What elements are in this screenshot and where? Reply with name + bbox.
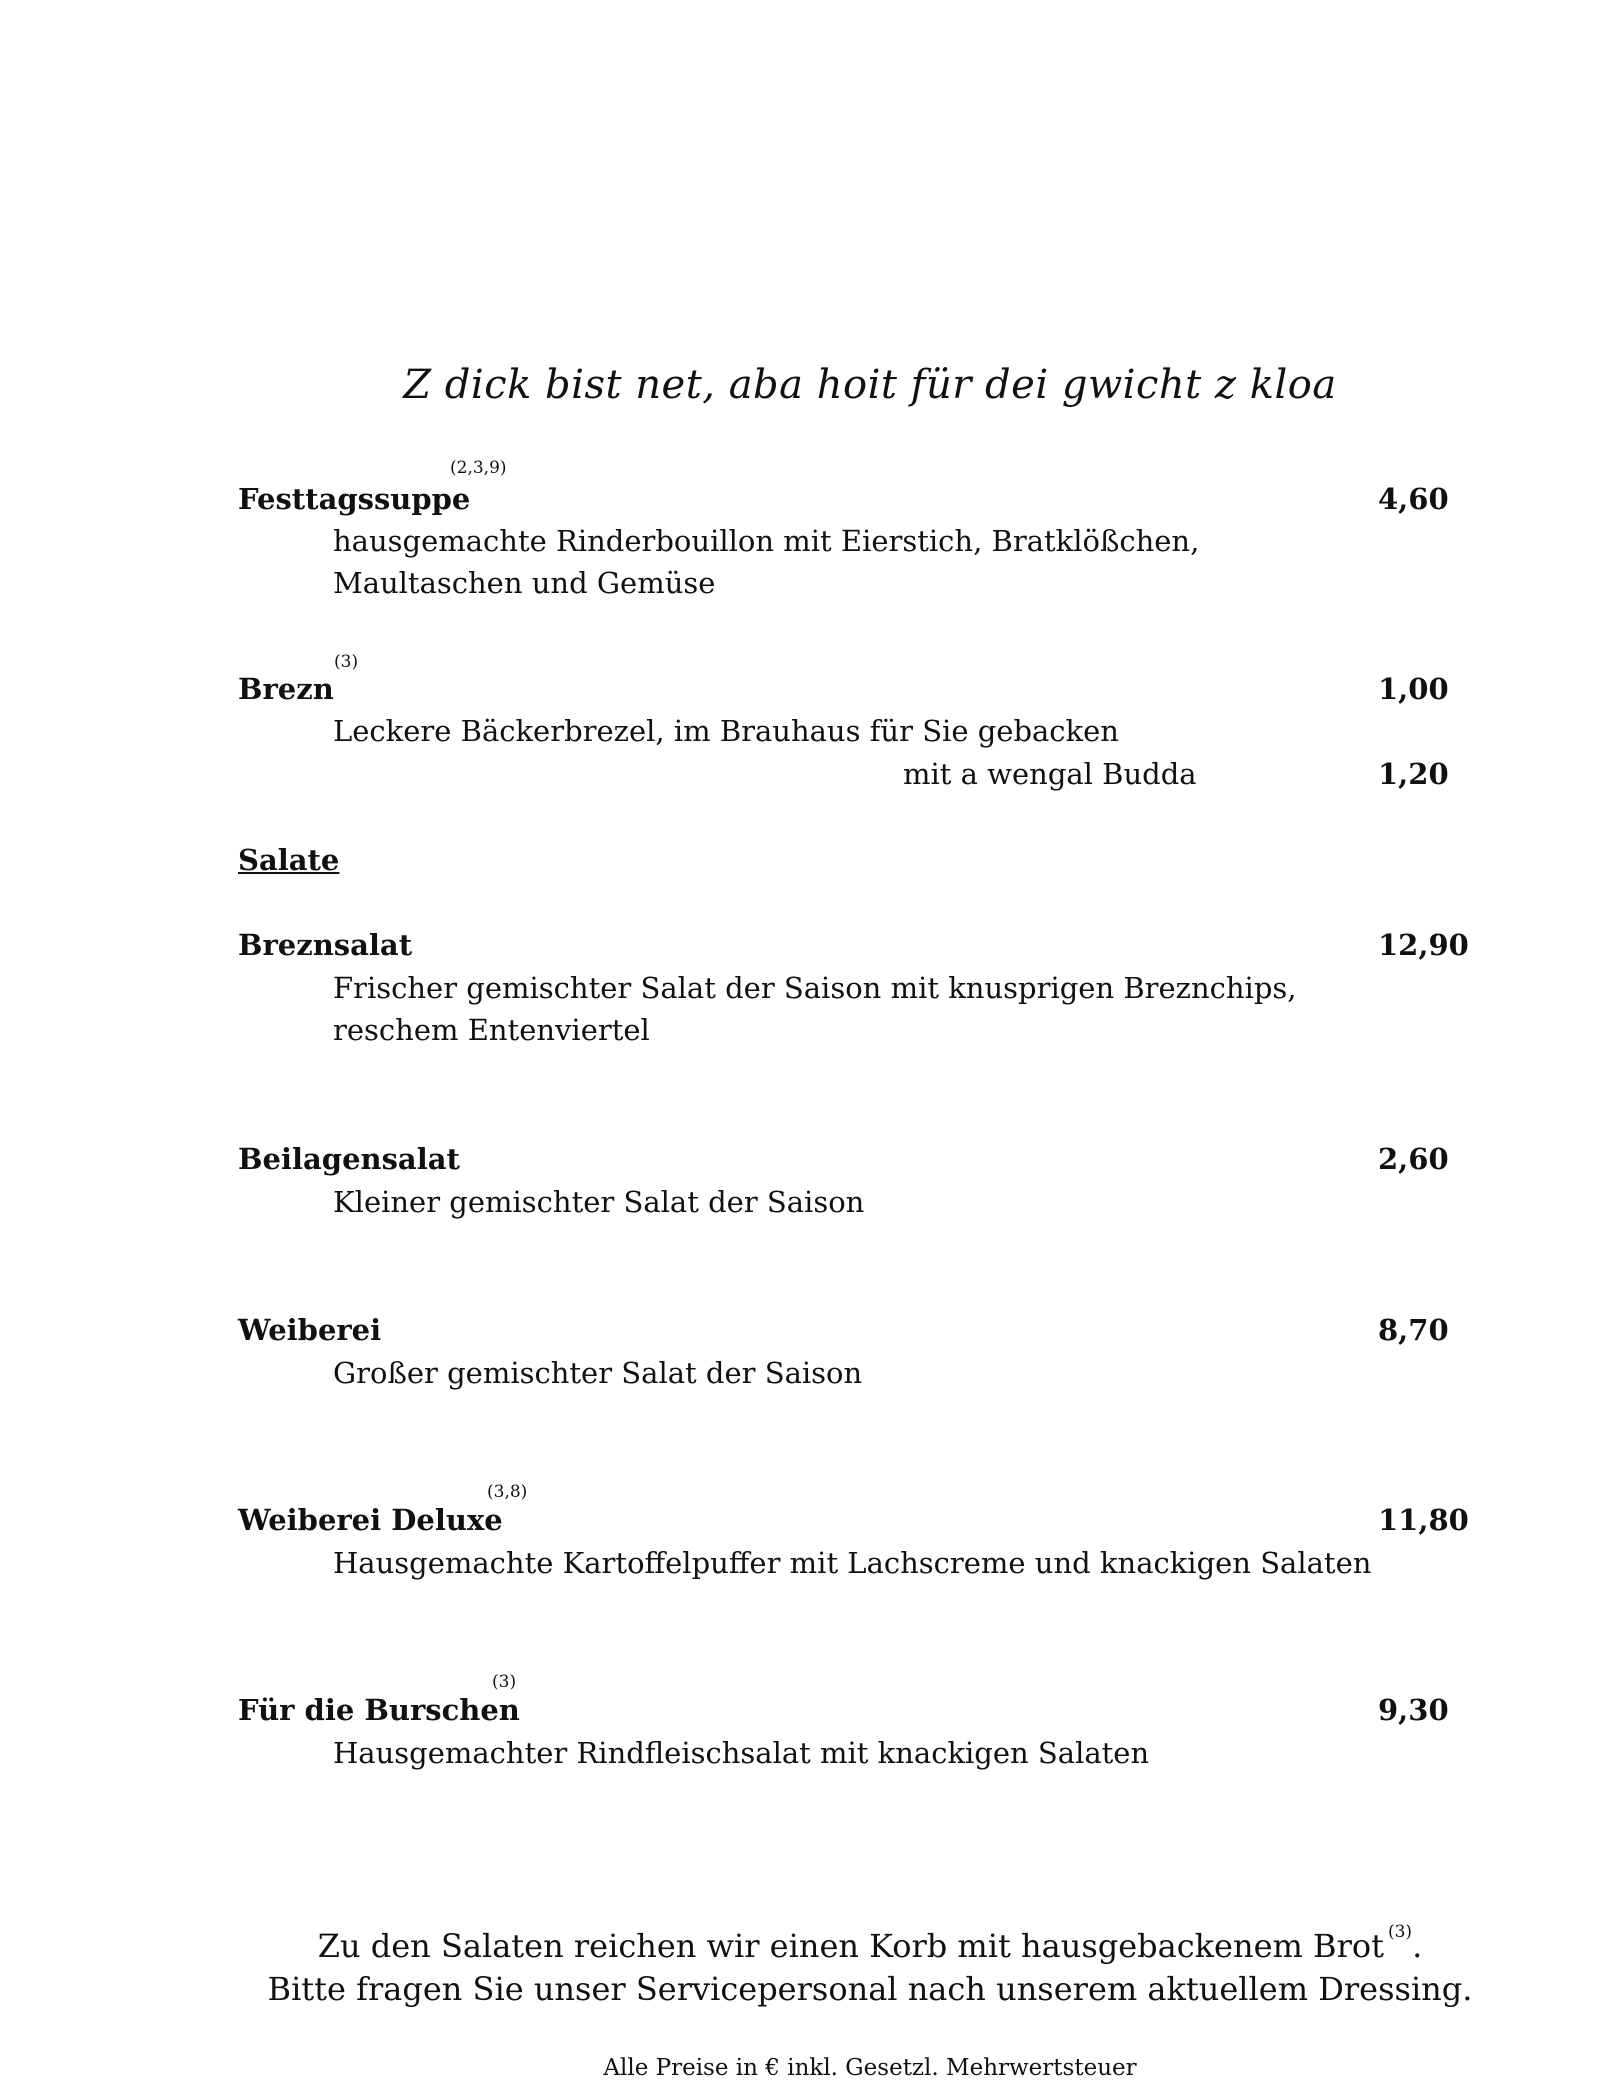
item-description: Kleiner gemischter Salat der Saison	[333, 1185, 865, 1219]
bread-note-period: .	[1412, 1927, 1423, 1965]
item-description: Leckere Bäckerbrezel, im Brauhaus für Sie gebacken	[333, 714, 1119, 748]
menu-title: Z dick bist net, aba hoit für dei gwicht z kloa	[403, 362, 1337, 408]
item-name: Für die Burschen	[238, 1693, 520, 1727]
item-price: 9,30	[1378, 1693, 1449, 1727]
item-description: Großer gemischter Salat der Saison	[333, 1356, 863, 1390]
item-option-price: 1,20	[1378, 757, 1449, 791]
item-name: Festtagssuppe	[238, 482, 471, 516]
item-allergens: (3,8)	[487, 1482, 528, 1502]
item-description: Frischer gemischter Salat der Saison mit knusprigen Breznchips,	[333, 971, 1297, 1005]
bread-note	[0, 1922, 1615, 1965]
item-description: reschem Entenviertel	[333, 1013, 650, 1047]
dressing-note: Bitte fragen Sie unser Servicepersonal nach unserem aktuellem Dressing.	[267, 1970, 1473, 2008]
item-price: 12,90	[1378, 928, 1469, 962]
section-heading-salate: Salate	[238, 843, 340, 877]
item-name: Beilagensalat	[238, 1142, 460, 1176]
item-price: 8,70	[1378, 1313, 1449, 1347]
item-allergens: (3)	[334, 652, 359, 672]
item-price: 11,80	[1378, 1503, 1469, 1537]
item-allergens: (2,3,9)	[450, 458, 507, 478]
item-allergens: (3)	[492, 1672, 517, 1692]
item-name: Brezn	[238, 672, 334, 706]
bread-note-allergens: (3)	[1387, 1922, 1413, 1942]
bread-note-text: Zu den Salaten reichen wir einen Korb mit hausgebackenem Brot	[317, 1927, 1384, 1965]
item-description: Maultaschen und Gemüse	[333, 566, 716, 600]
item-description: Hausgemachter Rindfleischsalat mit knackigen Salaten	[333, 1736, 1150, 1770]
item-name: Weiberei Deluxe	[238, 1503, 503, 1537]
item-option-label: mit a wengal Budda	[903, 757, 1197, 791]
item-price: 4,60	[1378, 482, 1449, 516]
item-price: 1,00	[1378, 672, 1449, 706]
item-name: Weiberei	[238, 1313, 382, 1347]
price-footer: Alle Preise in € inkl. Gesetzl. Mehrwertsteuer	[603, 2055, 1137, 2081]
item-price: 2,60	[1378, 1142, 1449, 1176]
item-name: Breznsalat	[238, 928, 413, 962]
item-description: hausgemachte Rinderbouillon mit Eierstich, Bratklößchen,	[333, 524, 1200, 558]
item-description: Hausgemachte Kartoffelpuffer mit Lachscreme und knackigen Salaten	[333, 1546, 1372, 1580]
